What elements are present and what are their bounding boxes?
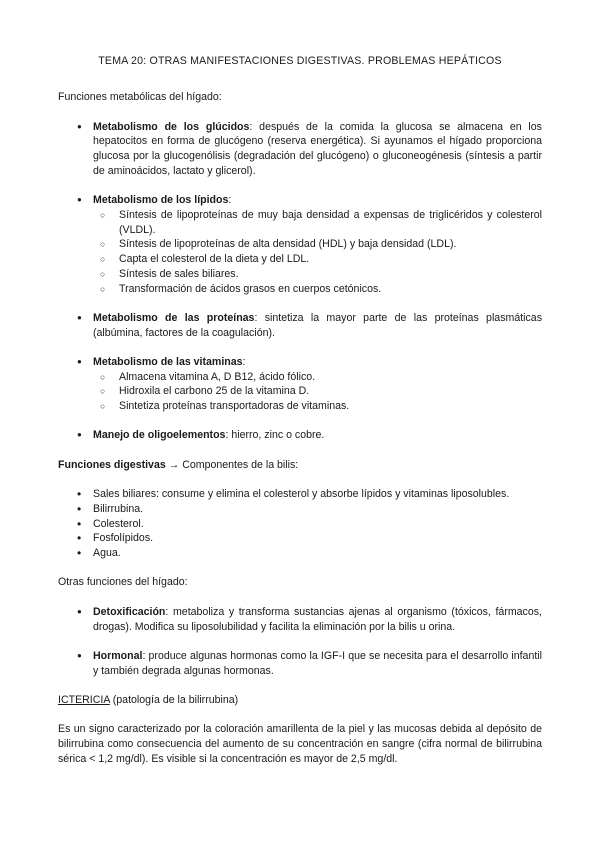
detox-list: [58, 605, 542, 634]
vitaminas-subitem: ○ Hidroxila el carbono 25 de la vitamina D.: [58, 384, 542, 399]
page-title: TEMA 20: OTRAS MANIFESTACIONES DIGESTIVAS. PROBLEMAS HEPÁTICOS: [98, 55, 502, 67]
ictericia-heading: [58, 693, 542, 708]
lipidos-subitem: ○ Síntesis de lipoproteínas de alta densidad (HDL) y baja densidad (LDL).: [58, 237, 542, 252]
vitaminas-label: Metabolismo de las vitaminas: [93, 355, 243, 368]
bile-item: • Agua.: [58, 546, 542, 561]
digestive-text: → Componentes de la bilis:: [165, 458, 299, 471]
list-item-oligoelementos: [58, 428, 542, 443]
bile-components-list: [58, 487, 542, 561]
metabolic-list: [58, 120, 542, 179]
oligo-label: Manejo de oligoelementos: [93, 429, 226, 442]
list-item-vitaminas: [58, 355, 542, 370]
vitaminas-colon: :: [242, 355, 246, 368]
proteinas-list: [58, 311, 542, 340]
list-item-lipidos: [58, 193, 542, 208]
document-page: [58, 54, 542, 767]
detox-label: Detoxificación: [93, 605, 166, 618]
list-item-glucidos: [58, 120, 542, 179]
detox-text: : metaboliza y transforma sustancias ajenas al organismo (tóxicos, fármacos, drogas). Modifica su liposolubilidad y facilita la eliminación por la bilis u orina.: [93, 605, 542, 633]
digestive-label: Funciones digestivas: [58, 458, 166, 471]
proteinas-label: Metabolismo de las proteínas: [93, 311, 255, 324]
proteinas-text: : sintetiza la mayor parte de las proteínas plasmáticas (albúmina, factores de la coagulación).: [93, 311, 542, 339]
metabolic-functions-heading: Funciones metabólicas del hígado:: [58, 91, 222, 104]
hormonal-list: [58, 649, 542, 678]
vitaminas-subitem: ○ Sintetiza proteínas transportadoras de vitaminas.: [58, 399, 542, 414]
lipidos-subitem: ○ Síntesis de lipoproteínas de muy baja densidad a expensas de triglicéridos y colesterol (VLDL).: [58, 208, 542, 237]
glucidos-label: Metabolismo de los glúcidos: [93, 120, 250, 133]
hormonal-text: : produce algunas hormonas como la IGF-I que se necesita para el desarrollo infantil y también degrada algunas hormonas.: [93, 649, 542, 677]
digestive-functions-heading: [58, 458, 542, 473]
ictericia-subtitle: (patología de la bilirrubina): [109, 694, 239, 707]
bile-item: • Colesterol.: [58, 517, 542, 532]
list-item-proteinas: [58, 311, 542, 340]
ictericia-label: ICTERICIA: [58, 694, 110, 707]
vitaminas-subitem: ○ Almacena vitamina A, D B12, ácido fólico.: [58, 370, 542, 385]
lipidos-colon: :: [228, 194, 232, 207]
bile-item: • Sales biliares: consume y elimina el colesterol y absorbe lípidos y vitaminas liposolubles.: [58, 487, 542, 502]
glucidos-text: : después de la comida la glucosa se almacena en los hepatocitos en forma de glucógeno (reserva energética). Si ayunamos el hígado proporciona glucosa por la glucogenólisis (degradación del glucógeno) o gluconeogénesis (síntesis a partir de aminoácidos, lactato y glicerol).: [93, 120, 542, 177]
lipidos-subitem: ○ Síntesis de sales biliares.: [58, 267, 542, 282]
bile-item: • Fosfolípidos.: [58, 531, 542, 546]
list-item-detox: [58, 605, 542, 634]
oligo-list: [58, 428, 542, 443]
lipidos-subitem: ○ Transformación de ácidos grasos en cuerpos cetónicos.: [58, 282, 542, 297]
oligo-text: : hierro, zinc o cobre.: [225, 429, 325, 442]
bile-item: • Bilirrubina.: [58, 502, 542, 517]
lipidos-label: Metabolismo de los lípidos: [93, 194, 229, 207]
hormonal-label: Hormonal: [93, 649, 143, 662]
vitaminas-list: [58, 355, 542, 414]
lipidos-list: [58, 193, 542, 296]
lipidos-subitem: ○ Capta el colesterol de la dieta y del LDL.: [58, 252, 542, 267]
list-item-hormonal: [58, 649, 542, 678]
ictericia-paragraph: Es un signo caracterizado por la coloración amarillenta de la piel y las mucosas debida al depósito de bilirrubina como consecuencia del aumento de su concentración en sangre (cifra normal de bilirrubina sérica < 1,2 mg/dl). Es visible si la concentración es mayor de 2,5 mg/dl.: [58, 723, 542, 765]
other-functions-heading: Otras funciones del hígado:: [58, 576, 188, 589]
